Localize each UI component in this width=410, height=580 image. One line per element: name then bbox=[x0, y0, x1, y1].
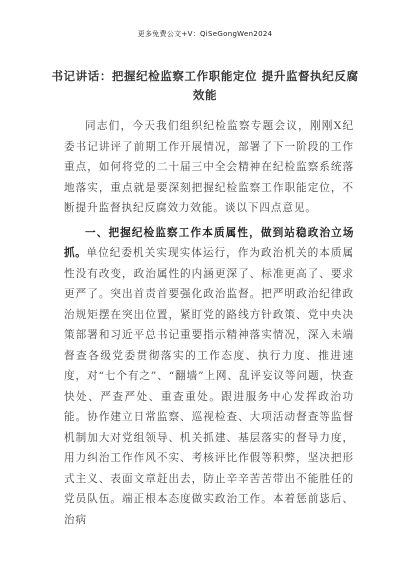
section-1-heading: 一、把握纪检监察工作本质属性，做到站稳政治立场抓。 bbox=[64, 226, 354, 259]
title-line-2: 效能 bbox=[192, 88, 218, 102]
section-1-paragraph bbox=[64, 223, 354, 531]
intro-paragraph: 同志们，今天我们组织纪检监察专题会议，刚刚X纪委书记讲评了前期工作开展情况，部署了下一阶段的工作重点，如何将党的二十届三中全会精神在纪检监察系统落地落实，重点就是要深刻把握纪检监察工作职能定位，不断提升监督执纪反腐效力效能。谈以下四点意见。 bbox=[64, 120, 354, 214]
section-1-body: 单位纪委机关实现实体运行，作为政治机关的本质属性没有改变，政治属性的内涵更深了、标准更高了、要求更严了。突出首责首要强化政治监督。把严明政治纪律政治规矩摆在突出位置，紧盯党的路线方针政策、党中央决策部署和习近平总书记重要指示精神落实情况，深入未端督查各级党委贯彻落实的工作态度、执行力度、推进速度，对“七个有之”、“翻墙”上网、乱评妄议等问题，快查快处、严查严处、重查重处。跟进服务中心发挥政治功能。协作建立日常监察、巡视检查、大项活动督查等监督机制加大对党组领导、机关抓建、基层落实的督导力度，用力纠治工作作风不实、考核评比作假等积弊，坚决把形式主义、表面文章赶出去，防止辛辛苦苦带出不能胜任的党员队伍。端正根本态度做实政治工作。本着惩前毖后、治病 bbox=[64, 247, 355, 526]
header-note: 更多免费公文+V：QiSeGongWen2024 bbox=[137, 30, 273, 38]
title-line-1: 书记讲话：把握纪检监察工作职能定位 提升监督执纪反腐 bbox=[51, 69, 359, 83]
document-title bbox=[40, 67, 370, 105]
document-body bbox=[64, 116, 354, 530]
